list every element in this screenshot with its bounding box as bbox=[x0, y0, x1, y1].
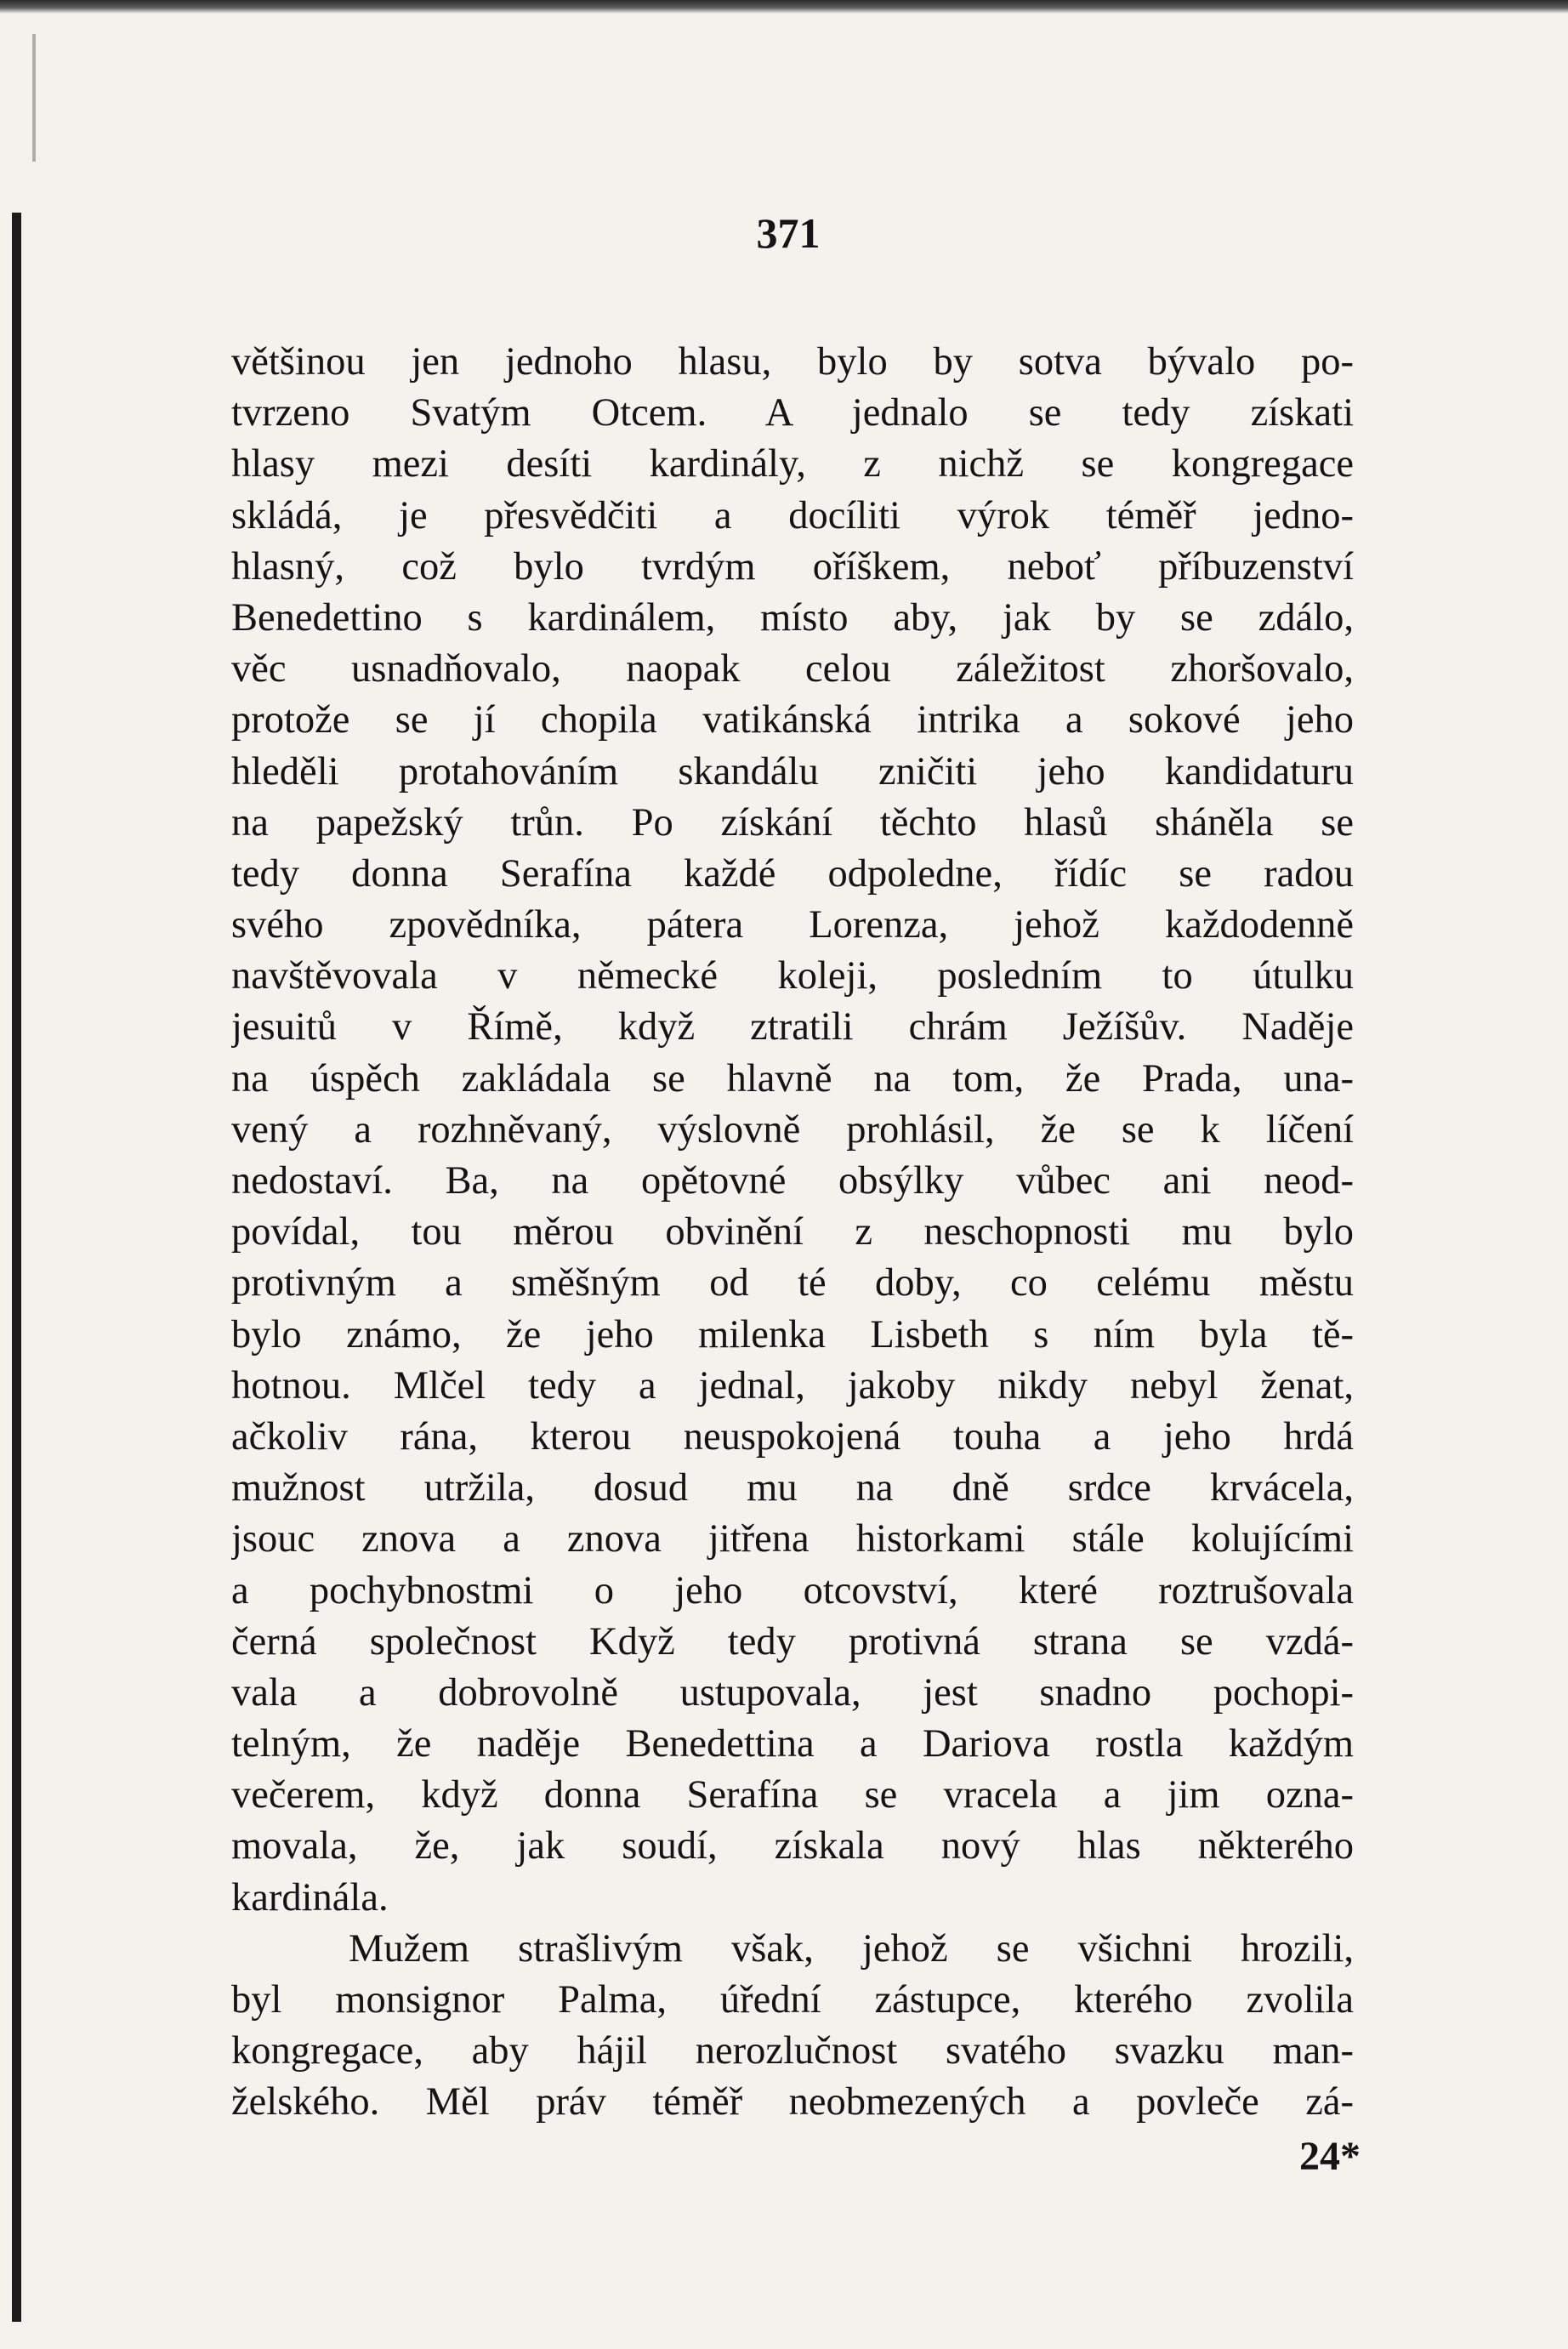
text-line: a pochybnostmi o jeho otcovství, které roztrušovala bbox=[231, 1568, 1354, 1612]
text-line: mužnost utržila, dosud mu na dně srdce krvácela, bbox=[231, 1466, 1354, 1510]
body-text bbox=[231, 337, 1354, 2129]
text-line: hotnou. Mlčel tedy a jednal, jakoby nikdy nebyl ženat, bbox=[231, 1363, 1354, 1408]
text-line: Mužem strašlivým však, jehož se všichni hrozili, bbox=[349, 1926, 1354, 1971]
text-line: černá společnost Když tedy protivná strana se vzdá- bbox=[231, 1619, 1354, 1664]
paragraph bbox=[231, 1924, 1354, 2129]
paragraph bbox=[231, 337, 1354, 1924]
text-line: ačkoliv rána, kterou neuspokojená touha a jeho hrdá bbox=[231, 1414, 1354, 1459]
text-line: hlasy mezi desíti kardinály, z nichž se kongregace bbox=[231, 442, 1354, 486]
printer-signature: 24* bbox=[1299, 2134, 1361, 2179]
scan-corner-mark bbox=[32, 34, 36, 162]
text-line: tvrzeno Svatým Otcem. A jednalo se tedy získati bbox=[231, 391, 1354, 435]
text-line: skládá, je přesvědčiti a docíliti výrok téměř jedno- bbox=[231, 493, 1354, 537]
text-line: jsouc znova a znova jitřena historkami stále kolujícími bbox=[231, 1517, 1354, 1561]
text-line: vený a rozhněvaný, výslovně prohlásil, že se k líčení bbox=[231, 1107, 1354, 1152]
text-line: kardinála. bbox=[231, 1875, 389, 1920]
text-line: protivným a směšným od té doby, co celému městu bbox=[231, 1261, 1354, 1305]
text-line: tedy donna Serafína každé odpoledne, řídíc se radou bbox=[231, 851, 1354, 896]
text-line: movala, že, jak soudí, získala nový hlas některého bbox=[231, 1824, 1354, 1868]
text-line: věc usnadňovalo, naopak celou záležitost zhoršovalo, bbox=[231, 647, 1354, 691]
text-line: byl monsignor Palma, úřední zástupce, kterého zvolila bbox=[231, 1978, 1354, 2022]
text-line: kongregace, aby hájil nerozlučnost svatého svazku man- bbox=[231, 2029, 1354, 2073]
text-line: na úspěch zakládala se hlavně na tom, že Prada, una- bbox=[231, 1056, 1354, 1101]
text-line: vala a dobrovolně ustupovala, jest snadno pochopi- bbox=[231, 1670, 1354, 1715]
scan-top-edge bbox=[0, 0, 1568, 14]
text-line: bylo známo, že jeho milenka Lisbeth s ním byla tě- bbox=[231, 1312, 1354, 1357]
text-line: na papežský trůn. Po získání těchto hlasů sháněla se bbox=[231, 800, 1354, 845]
text-line: nedostaví. Ba, na opětovné obsýlky vůbec ani neod- bbox=[231, 1159, 1354, 1203]
text-line: hlasný, což bylo tvrdým oříškem, neboť příbuzenství bbox=[231, 544, 1354, 589]
text-line: jesuitů v Římě, když ztratili chrám Ježíšův. Naděje bbox=[231, 1005, 1354, 1049]
page-number: 371 bbox=[756, 209, 821, 257]
text-line: většinou jen jednoho hlasu, bylo by sotva bývalo po- bbox=[231, 340, 1354, 384]
text-line: protože se jí chopila vatikánská intrika a sokové jeho bbox=[231, 698, 1354, 742]
text-line: Benedettino s kardinálem, místo aby, jak by se zdálo, bbox=[231, 595, 1354, 640]
text-line: povídal, tou měrou obvinění z neschopnosti mu bylo bbox=[231, 1210, 1354, 1254]
text-line: hleděli protahováním skandálu zničiti jeho kandidaturu bbox=[231, 749, 1354, 793]
text-line: telným, že naděje Benedettina a Dariova rostla každým bbox=[231, 1722, 1354, 1766]
scan-left-edge bbox=[12, 213, 21, 2322]
text-line: svého zpovědníka, pátera Lorenza, jehož každodenně bbox=[231, 903, 1354, 947]
text-line: želského. Měl práv téměř neobmezených a povleče zá- bbox=[231, 2080, 1354, 2124]
text-line: večerem, když donna Serafína se vracela a jim ozna- bbox=[231, 1773, 1354, 1817]
text-line: navštěvovala v německé koleji, posledním to útulku bbox=[231, 954, 1354, 998]
